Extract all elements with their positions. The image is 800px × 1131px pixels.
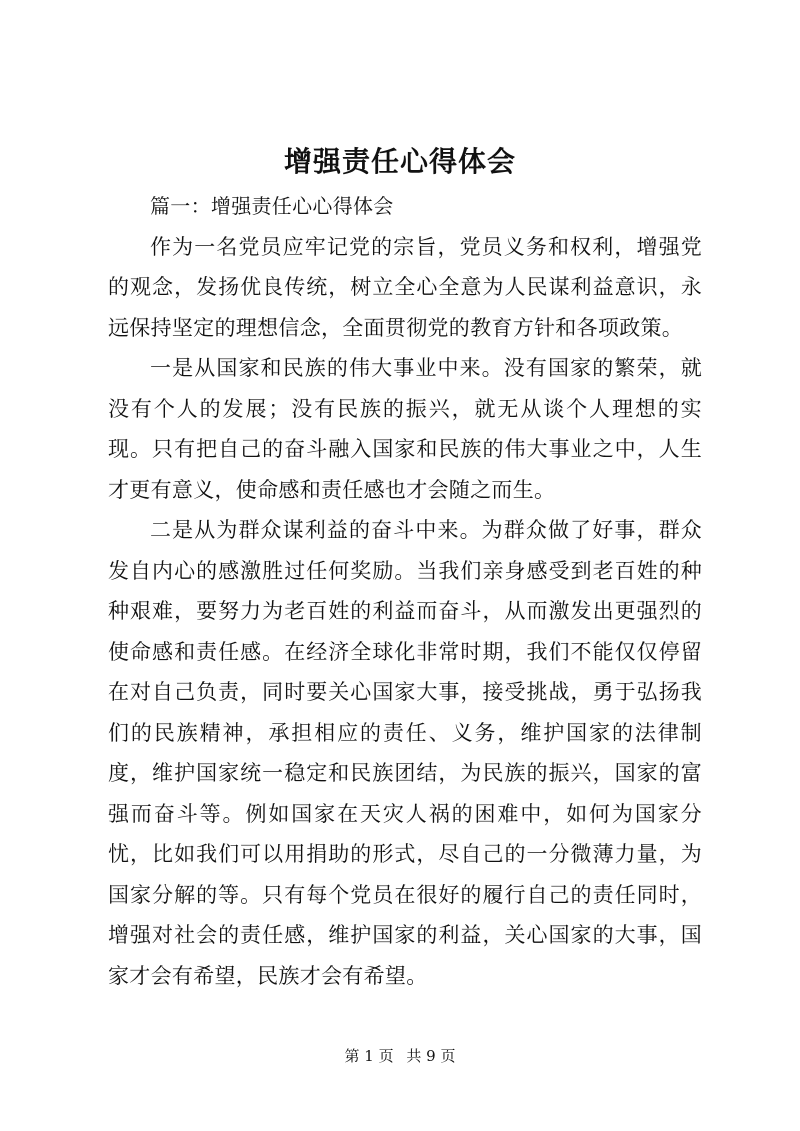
document-body — [108, 186, 702, 996]
paragraph-point-one: 一是从国家和民族的伟大事业中来。没有国家的繁荣，就没有个人的发展；没有民族的振兴，就无从谈个人理想的实现。只有把自己的奋斗融入国家和民族的伟大事业之中，人生才更有意义，使命感和责任感也才会随之而生。 — [108, 356, 702, 502]
page-title: 增强责任心得体会 — [283, 145, 516, 178]
paragraph-point-two: 二是从为群众谋利益的奋斗中来。为群众做了好事，群众发自内心的感激胜过任何奖励。当我们亲身感受到老百姓的种种艰难，要努力为老百姓的利益而奋斗，从而激发出更强烈的使命感和责任感。在经济全球化非常时期，我们不能仅仅停留在对自己负责，同时要关心国家大事，接受挑战，勇于弘扬我们的民族精神，承担相应的责任、义务，维护国家的法律制度，维护国家统一稳定和民族团结，为民族的振兴，国家的富强而奋斗等。例如国家在天灾人祸的困难中，如何为国家分忧，比如我们可以用捐助的形式，尽自己的一分微薄力量，为国家分解的等。只有每个党员在很好的履行自己的责任同时，增强对社会的责任感，维护国家的利益，关心国家的大事，国家才会有希望，民族才会有希望。 — [108, 518, 702, 988]
paragraph-intro: 作为一名党员应牢记党的宗旨，党员义务和权利，增强党的观念，发扬优良传统，树立全心全意为人民谋利益意识，永远保持坚定的理想信念，全面贯彻党的教育方针和各项政策。 — [108, 234, 702, 340]
section-heading: 篇一：增强责任心心得体会 — [150, 194, 394, 218]
page-footer — [0, 1046, 800, 1066]
page-number: 第 1 页 — [344, 1047, 394, 1065]
page-total: 共 9 页 — [406, 1047, 456, 1065]
